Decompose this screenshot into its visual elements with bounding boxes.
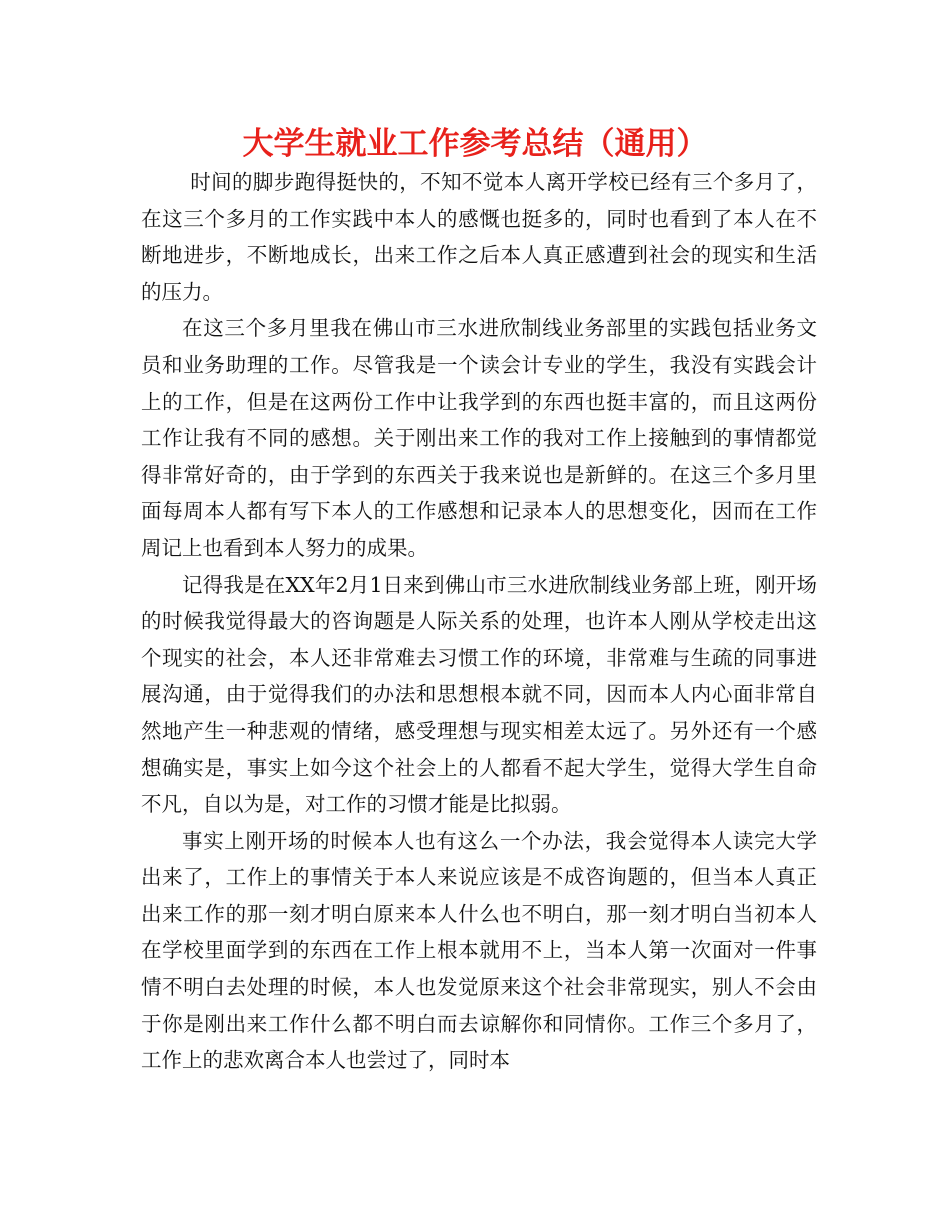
paragraph: 记得我是在XX年2月1日来到佛山市三水进欣制线业务部上班，刚开场的时候我觉得最大的咨询题是人际关系的处理，也许本人刚从学校走出这个现实的社会，本人还非常难去习惯工作的环境，非常难与生疏的同事进展沟通，由于觉得我们的办法和思想根本就不同，因而本人内心面非常自然地产生一种悲观的情绪，感受理想与现实相差太远了。另外还有一个感想确实是，事实上如今这个社会上的人都看不起大学生，觉得大学生自命不凡，自以为是，对工作的习惯才能是比拟弱。 <box>141 572 817 817</box>
document-body <box>141 164 817 1079</box>
paragraph: 在这三个多月里我在佛山市三水进欣制线业务部里的实践包括业务文员和业务助理的工作。尽管我是一个读会计专业的学生，我没有实践会计上的工作，但是在这两份工作中让我学到的东西也挺丰富的，而且这两份工作让我有不同的感想。关于刚出来工作的我对工作上接触到的事情都觉得非常好奇的，由于学到的东西关于我来说也是新鲜的。在这三个多月里面每周本人都有写下本人的工作感想和记录本人的思想变化，因而在工作周记上也看到本人努力的成果。 <box>141 316 817 560</box>
document-title: 大学生就业工作参考总结（通用） <box>242 126 708 162</box>
paragraph: 事实上刚开场的时候本人也有这么一个办法，我会觉得本人读完大学出来了，工作上的事情关于本人来说应该是不成咨询题的，但当本人真正出来工作的那一刻才明白原来本人什么也不明白，那一刻才明白当初本人在学校里面学到的东西在工作上根本就用不上，当本人第一次面对一件事情不明白去处理的时候，本人也发觉原来这个社会非常现实，别人不会由于你是刚出来工作什么都不明白而去谅解你和同情你。工作三个多月了，工作上的悲欢离合本人也尝过了，同时本 <box>141 828 817 1073</box>
paragraph: 时间的脚步跑得挺快的，不知不觉本人离开学校已经有三个多月了，在这三个多月的工作实践中本人的感慨也挺多的，同时也看到了本人在不断地进步，不断地成长，出来工作之后本人真正感遭到社会的现实和生活的压力。 <box>141 170 817 304</box>
